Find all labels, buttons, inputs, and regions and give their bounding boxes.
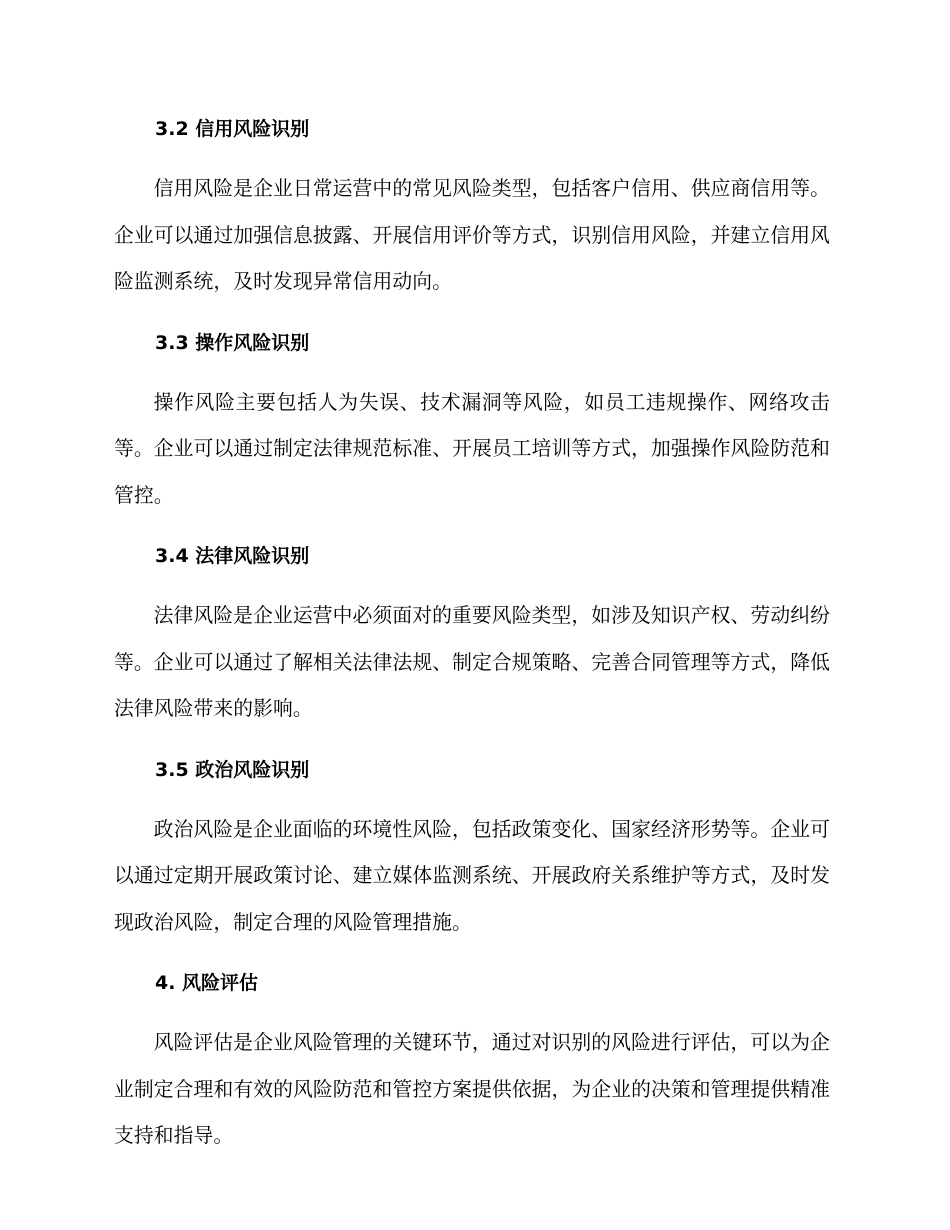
section-heading: 3.4 法律风险识别 [155,545,310,567]
section-political-risk [114,750,830,947]
section-heading: 3.3 操作风险识别 [155,331,310,354]
section-heading: 3.2 信用风险识别 [155,118,310,140]
section-operational-risk [114,323,830,520]
section-heading: 3.5 政治风险识别 [155,758,310,781]
section-paragraph: 风险评估是企业风险管理的关键环节，通过对识别的风险进行评估，可以为企业制定合理和有效的风险防范和管控方案提供依据，为企业的决策和管理提供精准支持和指导。 [114,1031,830,1147]
section-legal-risk [114,536,830,733]
section-paragraph: 操作风险主要包括人为失误、技术漏洞等风险，如员工违规操作、网络攻击等。企业可以通过制定法律规范标准、开展员工培训等方式，加强操作风险防范和管控。 [114,390,830,507]
section-credit-risk [114,109,830,306]
section-risk-assessment [114,963,830,1160]
section-heading: 4. 风险评估 [155,972,259,994]
section-paragraph: 信用风险是企业日常运营中的常见风险类型，包括客户信用、供应商信用等。企业可以通过加强信息披露、开展信用评价等方式，识别信用风险，并建立信用风险监测系统，及时发现异常信用动向。 [114,177,830,293]
section-paragraph: 法律风险是企业运营中必须面对的重要风险类型，如涉及知识产权、劳动纠纷等。企业可以通过了解相关法律法规、制定合规策略、完善合同管理等方式，降低法律风险带来的影响。 [114,604,830,720]
section-paragraph: 政治风险是企业面临的环境性风险，包括政策变化、国家经济形势等。企业可以通过定期开展政策讨论、建立媒体监测系统、开展政府关系维护等方式，及时发现政治风险，制定合理的风险管理措施。 [114,817,830,934]
document-content [114,109,830,1177]
